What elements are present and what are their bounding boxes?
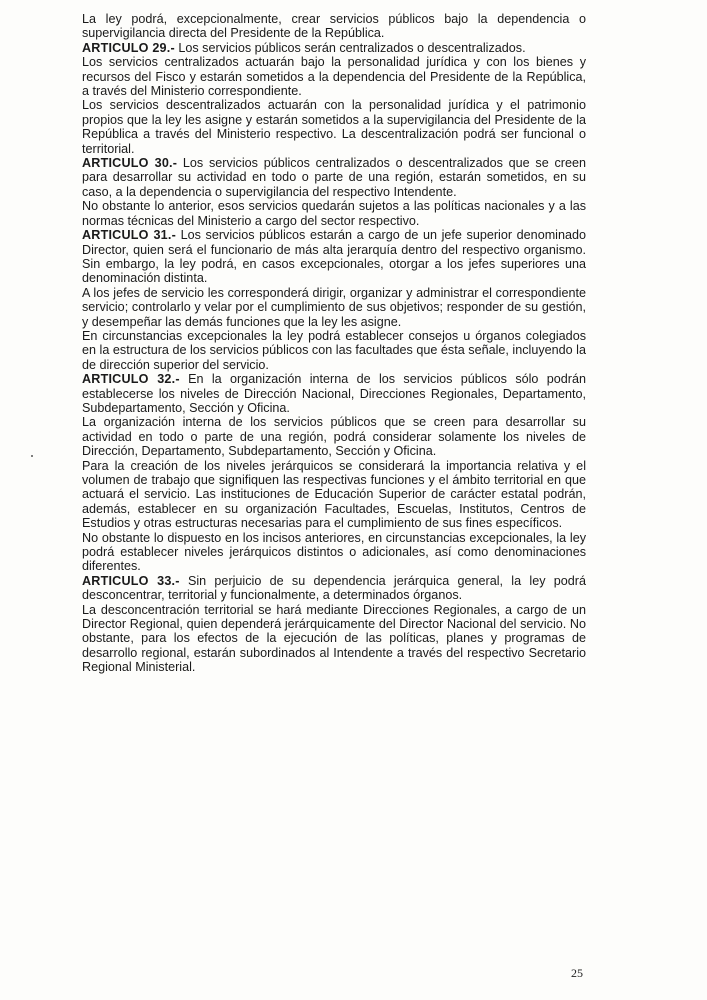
paragraph-text: Los servicios públicos serán centralizados o descentralizados. <box>174 40 526 55</box>
article-30-label: ARTICULO 30.- <box>82 156 178 171</box>
article-31-paragraph <box>82 228 586 286</box>
paragraph <box>82 199 586 228</box>
paragraph-text: No obstante lo anterior, esos servicios quedarán sujetos a las políticas nacionales y a las normas técnicas del Ministerio a cargo del sector respectivo. <box>82 199 586 228</box>
paragraph-text: Los servicios públicos estarán a cargo de un jefe superior denominado Director, quien será el funcionario de más alta jerarquía dentro del respectivo organismo. Sin embargo, la ley podrá, en casos excepcionales, otorgar a los jefes superiores una denominación distinta. <box>82 228 586 286</box>
article-32-label: ARTICULO 32.- <box>82 372 180 387</box>
article-33-label: ARTICULO 33.- <box>82 573 180 588</box>
paragraph-text: No obstante lo dispuesto en los incisos anteriores, en circunstancias excepcionales, la ley podrá establecer niveles jerárquicos distintos o adicionales, así como denominaciones diferentes. <box>82 530 586 574</box>
paragraph-text: Sin perjuicio de su dependencia jerárquica general, la ley podrá desconcentrar, territorial y funcionalmente, a determinados órganos. <box>82 573 586 603</box>
paragraph <box>82 603 586 675</box>
paragraph <box>82 12 586 41</box>
article-29-paragraph <box>82 41 586 55</box>
paragraph <box>82 286 586 329</box>
scan-speck <box>31 455 33 457</box>
paragraph-text: Los servicios descentralizados actuarán con la personalidad jurídica y el patrimonio propios que la ley les asigne y estarán sometidos a la supervigilancia del Presidente de la República a través del Ministerio respectivo. La descentralización podrá ser funcional o territorial. <box>82 98 586 156</box>
article-33-paragraph <box>82 574 586 603</box>
paragraph-text: Los servicios públicos centralizados o descentralizados que se creen para desarrollar su actividad en todo o parte de una región, estarán sometidos, en su caso, a la dependencia o supervigilancia del respectivo Intendente. <box>82 156 586 199</box>
article-32-paragraph <box>82 372 586 415</box>
article-29-label: ARTICULO 29.- <box>82 40 175 55</box>
paragraph <box>82 415 586 458</box>
article-31-label: ARTICULO 31.- <box>82 228 176 243</box>
document-body <box>82 12 586 675</box>
paragraph <box>82 459 586 531</box>
paragraph-text: En circunstancias excepcionales la ley podrá establecer consejos u órganos colegiados en la estructura de los servicios públicos con las facultades que ésta señale, incluyendo la de dirección superior del servicio. <box>82 328 586 372</box>
paragraph-text: Los servicios centralizados actuarán bajo la personalidad jurídica y con los bienes y recursos del Fisco y estarán sometidos a la dependencia del Presidente de la República, a través del Ministerio correspondiente. <box>82 55 586 99</box>
paragraph <box>82 98 586 156</box>
paragraph-text: La desconcentración territorial se hará mediante Direcciones Regionales, a cargo de un Director Regional, quien dependerá jerárquicamente del Director Nacional del servicio. No obstante, para los efectos de la ejecución de las políticas, planes y programas de desarrollo regional, estarán subordinados al Intendente a través del respectivo Secretario Regional Ministerial. <box>82 602 586 675</box>
paragraph-text: A los jefes de servicio les corresponderá dirigir, organizar y administrar el correspondiente servicio; controlarlo y velar por el cumplimiento de sus objetivos; responder de su gestión, y desempeñar las demás funciones que la ley les asigne. <box>82 285 586 329</box>
paragraph <box>82 329 586 372</box>
paragraph-text: La ley podrá, excepcionalmente, crear servicios públicos bajo la dependencia o supervigilancia directa del Presidente de la República. <box>82 12 586 41</box>
article-30-paragraph <box>82 156 586 199</box>
paragraph <box>82 55 586 98</box>
paragraph-text: En la organización interna de los servicios públicos sólo podrán establecerse los niveles de Dirección Nacional, Direcciones Regionales, Departamento, Subdepartamento, Sección y Oficina. <box>82 372 586 415</box>
paragraph-text: La organización interna de los servicios públicos que se creen para desarrollar su actividad en todo o parte de una región, podrá considerar solamente los niveles de Dirección, Departamento, Subdepartamento, Sección y Oficina. <box>82 415 586 459</box>
page-number: 25 <box>571 966 583 980</box>
paragraph-text: Para la creación de los niveles jerárquicos se considerará la importancia relativa y el volumen de trabajo que signifiquen las respectivas funciones y el ámbito territorial en que actuará el servicio. Las instituciones de Educación Superior de carácter estatal podrán, además, establecer en su organización Facultades, Escuelas, Institutos, Centros de Estudios y otras estructuras necesarias para el cumplimiento de sus fines específicos. <box>82 458 586 531</box>
paragraph <box>82 531 586 574</box>
